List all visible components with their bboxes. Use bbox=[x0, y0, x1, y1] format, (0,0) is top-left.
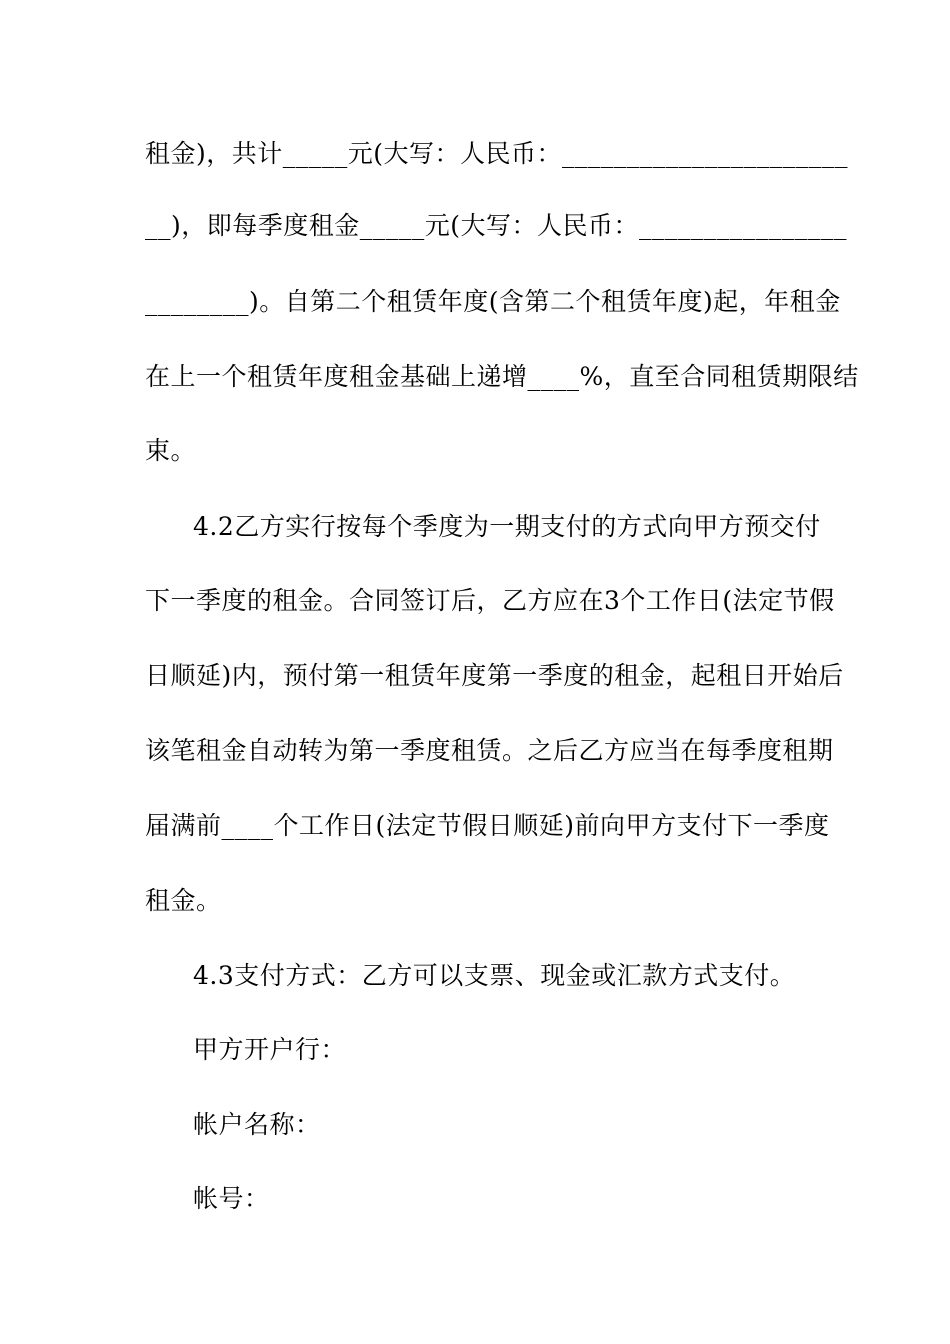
paragraph-line-4: 在上一个租赁年度租金基础上递增____%，直至合同租赁期限结 bbox=[145, 362, 859, 391]
party-a-bank-label: 甲方开户行： bbox=[193, 1035, 347, 1064]
paragraph-line-5: 束。 bbox=[145, 436, 197, 465]
clause-4-3-payment-method: 4.3支付方式：乙方可以支票、现金或汇款方式支付。 bbox=[193, 961, 796, 990]
clause-4-2-line-4: 该笔租金自动转为第一季度租赁。之后乙方应当在每季度租期 bbox=[145, 736, 834, 765]
clause-4-2-line-5: 届满前____个工作日(法定节假日顺延)前向甲方支付下一季度 bbox=[145, 811, 830, 840]
paragraph-line-1: 租金)，共计_____元(大写：人民币：______________________ bbox=[145, 139, 849, 168]
account-number-label: 帐号： bbox=[193, 1184, 270, 1213]
paragraph-line-3: ________)。自第二个租赁年度(含第二个租赁年度)起，年租金 bbox=[145, 287, 841, 316]
clause-4-2-line-1: 4.2乙方实行按每个季度为一期支付的方式向甲方预交付 bbox=[193, 512, 821, 541]
account-name-label: 帐户名称： bbox=[193, 1110, 321, 1139]
paragraph-line-2: __)，即每季度租金_____元(大写：人民币：________________ bbox=[145, 211, 848, 240]
clause-4-2-line-6: 租金。 bbox=[145, 886, 222, 915]
clause-4-2-line-3: 日顺延)内，预付第一租赁年度第一季度的租金，起租日开始后 bbox=[145, 661, 844, 690]
clause-4-2-line-2: 下一季度的租金。合同签订后，乙方应在3个工作日(法定节假 bbox=[145, 586, 835, 615]
